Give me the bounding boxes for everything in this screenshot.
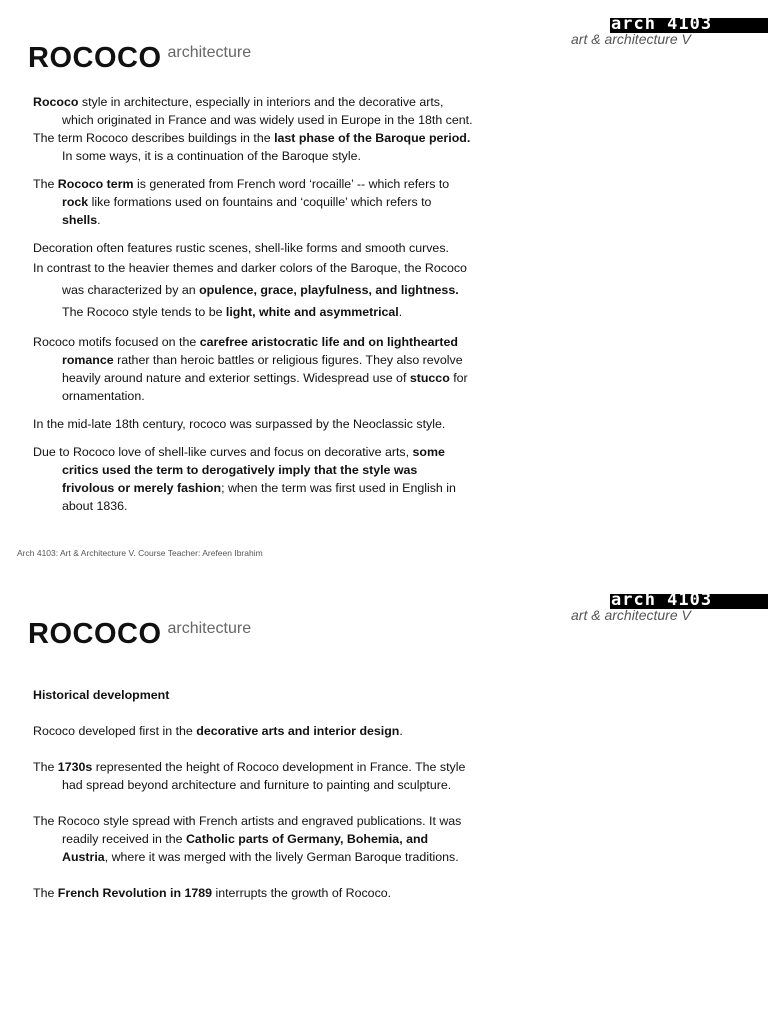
bold-run: opulence, grace, playfulness, and lightness. — [199, 283, 459, 297]
bold-run: some critics used the term to derogatively imply that the style was frivolous or merely fashion — [62, 445, 445, 495]
text-run: The — [33, 177, 58, 191]
bold-run: shells — [62, 213, 98, 227]
bold-run: stucco — [409, 371, 450, 385]
slide-2 — [0, 576, 768, 1024]
bold-run: French Revolution in 1789 — [57, 886, 213, 900]
text-run: Rococo developed first in the — [33, 724, 197, 738]
slide-title — [28, 618, 251, 651]
paragraph — [33, 722, 473, 740]
paragraph — [33, 758, 473, 794]
text-run: The Rococo style tends to be — [62, 305, 226, 319]
bold-run: decorative arts and interior design — [196, 724, 400, 738]
bold-run: Rococo term — [57, 177, 134, 191]
text-run: The — [33, 760, 58, 774]
course-code-text: arch 4103 — [611, 590, 713, 610]
text-run: represented the height of Rococo development in France. The style had spread beyond architecture and furniture to painting and sculpture. — [62, 760, 466, 792]
text-run: ; when the term was first used in English in about 1836. — [62, 481, 456, 513]
slide-title — [28, 42, 251, 75]
text-run: Decoration often features rustic scenes, shell-like forms and smooth curves. — [33, 241, 449, 255]
text-run: style in architecture, especially in interiors and the decorative arts, which originated in France and was widely used in Europe in the 18th cent. — [62, 95, 473, 127]
text-run: In contrast to the heavier themes and darker colors of the Baroque, the Rococo was characterized by an — [33, 261, 467, 297]
text-run: Due to Rococo love of shell-like curves and focus on decorative arts, — [33, 445, 413, 459]
bold-run: light, white and asymmetrical — [225, 305, 399, 319]
course-subtitle: art & architecture V — [571, 607, 691, 623]
text-run: In some ways, it is a continuation of the Baroque style. — [62, 149, 361, 163]
text-run: The — [33, 886, 58, 900]
text-run: . — [97, 213, 101, 227]
paragraph — [33, 415, 473, 433]
text-run: interrupts the growth of Rococo. — [212, 886, 392, 900]
bold-run: rock — [62, 195, 89, 209]
slide-title-main: ROCOCO — [28, 618, 162, 650]
paragraph — [33, 239, 473, 257]
bold-run: 1730s — [57, 760, 93, 774]
text-run: The term Rococo describes buildings in the — [33, 131, 275, 145]
section-heading: Historical development — [33, 688, 170, 702]
paragraph — [33, 93, 473, 129]
paragraph — [33, 257, 473, 323]
text-run: The Rococo style spread with French artists and engraved publications. It was readily received in the — [33, 814, 462, 846]
bold-run: Rococo — [33, 95, 79, 109]
bold-run: carefree aristocratic life and on lighthearted romance — [62, 335, 458, 367]
text-run: for ornamentation. — [62, 371, 468, 403]
text-run: . — [399, 724, 403, 738]
text-run: like formations used on fountains and ‘coquille’ which refers to — [88, 195, 432, 209]
course-subtitle: art & architecture V — [571, 31, 691, 47]
slide-title-sub: architecture — [167, 620, 252, 637]
bold-run: Catholic parts of Germany, Bohemia, and Austria — [62, 832, 429, 864]
text-run: , where it was merged with the lively German Baroque traditions. — [104, 850, 459, 864]
slide-2-body — [33, 686, 473, 902]
bold-run: last phase of the Baroque period. — [274, 131, 471, 145]
text-run: In the mid-late 18th century, rococo was surpassed by the Neoclassic style. — [33, 417, 446, 431]
slide-title-sub: architecture — [167, 44, 252, 61]
paragraph — [33, 443, 473, 515]
text-run: Rococo motifs focused on the — [33, 335, 200, 349]
slide-1-body — [33, 93, 473, 515]
course-code-text: arch 4103 — [611, 14, 713, 34]
text-run: is generated from French word ‘rocaille’ -- which refers to — [133, 177, 450, 191]
text-run: . — [398, 305, 403, 319]
slide-footer: Arch 4103: Art & Architecture V. Course Teacher: Arefeen Ibrahim — [17, 548, 263, 558]
slide-title-main: ROCOCO — [28, 42, 162, 74]
paragraph — [33, 333, 473, 405]
paragraph — [33, 175, 473, 229]
paragraph — [33, 884, 473, 902]
paragraph — [33, 812, 473, 866]
paragraph — [33, 129, 473, 165]
text-run: rather than heroic battles or religious figures. They also revolve heavily around nature and exterior settings. Widespread use of — [62, 353, 463, 385]
